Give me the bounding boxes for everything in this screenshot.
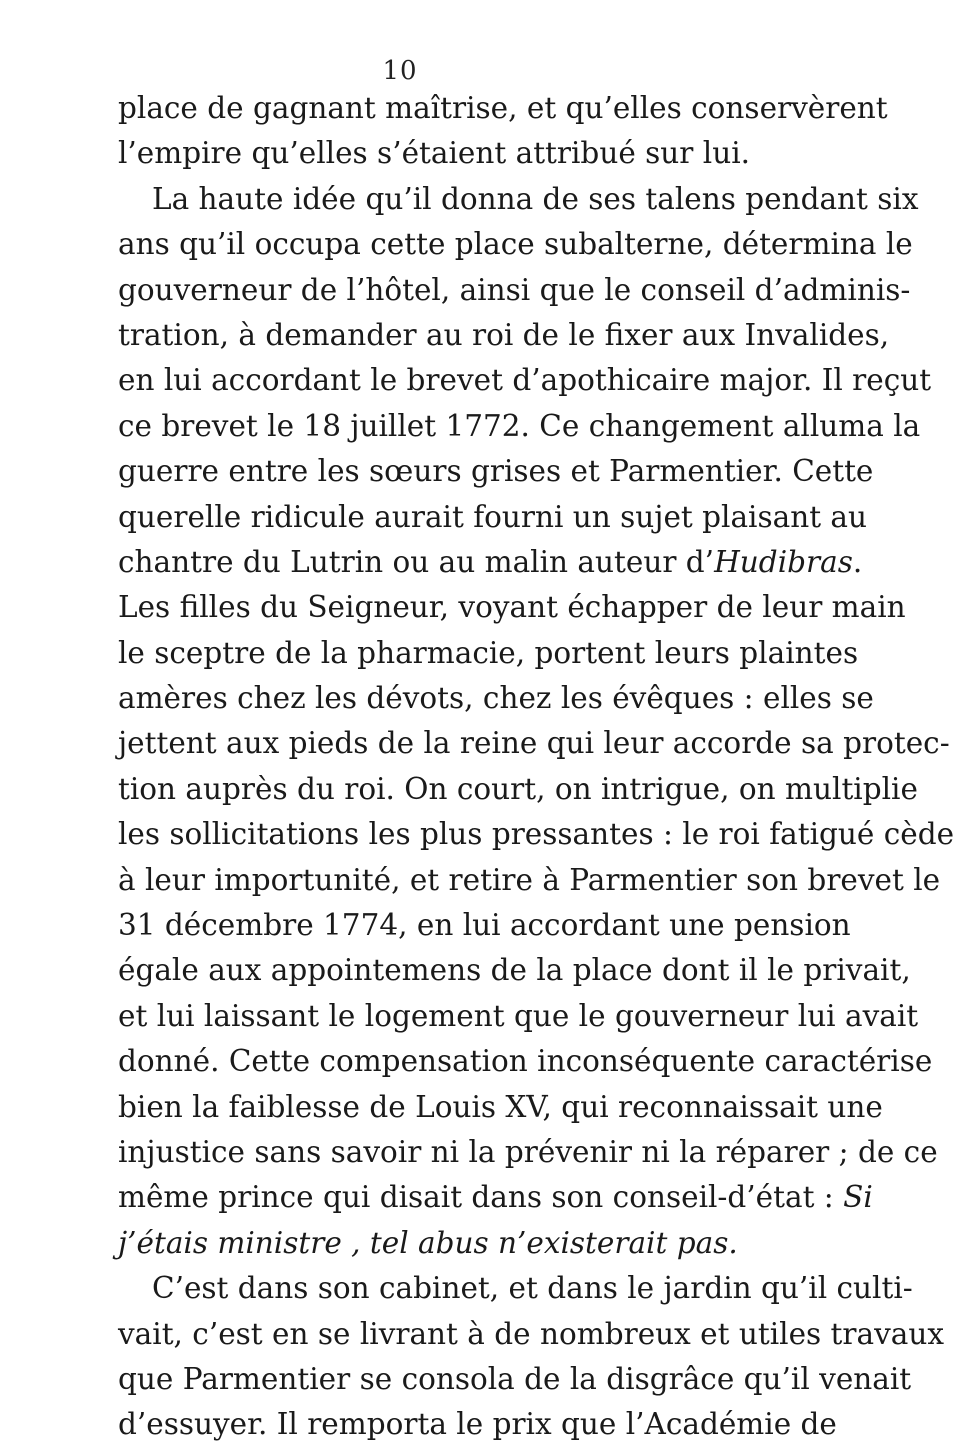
text-line: guerre entre les sœurs grises et Parmentier. Cette	[118, 454, 874, 489]
text-line: jettent aux pieds de la reine qui leur accorde sa protec-	[118, 726, 950, 761]
text-line: l’empire qu’elles s’étaient attribué sur lui.	[118, 136, 751, 171]
text-line: d’essuyer. Il remporta le prix que l’Académie de	[118, 1407, 837, 1442]
paragraph-start-line: C’est dans son cabinet, et dans le jardin qu’il culti-	[152, 1271, 913, 1306]
text-line: ce brevet le 18 juillet 1772. Ce changement alluma la	[118, 408, 921, 443]
text-line: même prince qui disait dans son conseil-d’état : Si	[118, 1180, 873, 1215]
text-line: donné. Cette compensation inconséquente caractérise	[118, 1044, 933, 1079]
text-line: que Parmentier se consola de la disgrâce qu’il venait	[118, 1361, 912, 1396]
page-number: 10	[382, 56, 418, 86]
text-line	[118, 1221, 778, 1266]
text-line: vait, c’est en se livrant à de nombreux et utiles travaux	[118, 1316, 944, 1351]
text-line: tration, à demander au roi de le fixer aux Invalides,	[118, 317, 890, 352]
text-line: le sceptre de la pharmacie, portent leurs plaintes	[118, 635, 859, 670]
text-line: bien la faiblesse de Louis XV, qui reconnaissait une	[118, 1089, 883, 1124]
italic-quote: j’étais ministre , tel abus n’existerait pas.	[118, 1225, 738, 1260]
text-line: place de gagnant maîtrise, et qu’elles conservèrent	[118, 91, 888, 125]
text-line: 31 décembre 1774, en lui accordant une pension	[118, 908, 851, 943]
body-text	[118, 86, 954, 1448]
text-line: gouverneur de l’hôtel, ainsi que le conseil d’adminis-	[118, 272, 911, 307]
text-line: chantre du Lutrin ou au malin auteur d’Hudibras.	[118, 544, 863, 579]
italic-title: Hudibras	[714, 544, 853, 579]
text-line: ans qu’il occupa cette place subalterne, détermina le	[118, 227, 913, 262]
text-line: les sollicitations les plus pressantes : le roi fatigué cède	[118, 817, 954, 852]
paragraph-start-line: La haute idée qu’il donna de ses talens pendant six	[152, 181, 919, 216]
text-line: amères chez les dévots, chez les évêques : elles se	[118, 681, 874, 716]
text-line: querelle ridicule aurait fourni un sujet plaisant au	[118, 499, 868, 534]
text-line: injustice sans savoir ni la prévenir ni la réparer ; de ce	[118, 1134, 938, 1169]
text-line: à leur importunité, et retire à Parmentier son brevet le	[118, 862, 941, 897]
text-line: Les filles du Seigneur, voyant échapper de leur main	[118, 590, 906, 625]
text-line: tion auprès du roi. On court, on intrigue, on multiplie	[118, 771, 918, 806]
italic-quote: Si	[843, 1180, 873, 1215]
text-line: égale aux appointemens de la place dont il le privait,	[118, 953, 911, 988]
text-line: et lui laissant le logement que le gouverneur lui avait	[118, 998, 919, 1033]
text-line: en lui accordant le brevet d’apothicaire major. Il reçut	[118, 363, 932, 398]
